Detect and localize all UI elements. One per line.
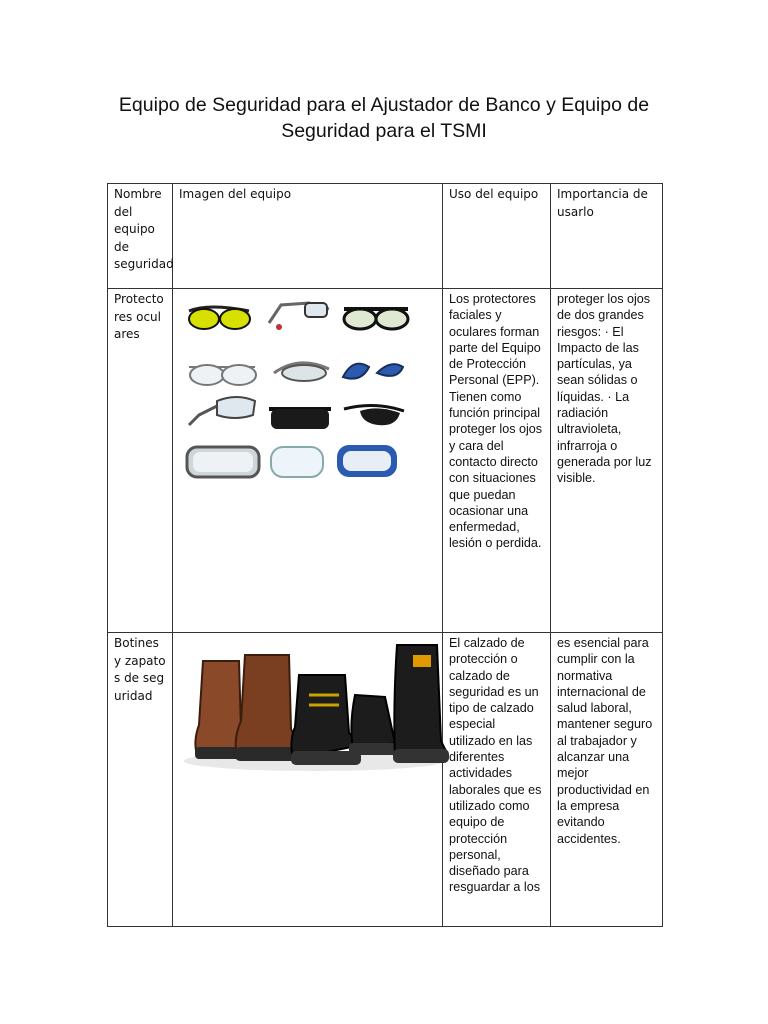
table-header-row [108,184,663,289]
header-use: Uso del equipo [443,184,551,289]
table-row [108,633,663,927]
header-importance: Importancia de usarlo [551,184,663,289]
row-importance: proteger los ojos de dos grandes riesgos: · El Impacto de las partículas, ya sean sólidas o líquidas. · La radiación ultravioleta, infrarroja o generada por luz visible. [551,289,663,633]
row-use: Los protectores faciales y oculares forman parte del Equipo de Protección Personal (EPP). Tienen como función principal proteger los ojos y cara del contacto directo con situaciones que puedan ocasionar una enfermedad, lesión o perdida. [443,289,551,633]
header-image: Imagen del equipo [173,184,443,289]
row-name: Protectores oculares [108,289,173,633]
header-name: Nombre del equipo de seguridad [108,184,173,289]
title-line-2: Seguridad para el TSMI [281,120,487,142]
safety-glasses-image [173,289,443,633]
safety-boots-image [173,633,443,927]
row-use: El calzado de protección o calzado de seguridad es un tipo de calzado especial utilizado en las diferentes actividades laborales que es utilizado como equipo de protección personal, diseñado para resguardar a los [443,633,551,927]
safety-equipment-table [107,183,663,927]
row-name: Botines y zapatos de seguridad [108,633,173,927]
row-importance: es esencial para cumplir con la normativa internacional de salud laboral, mantener seguro al trabajador y alcanzar una mejor productividad en la empresa evitando accidentes. [551,633,663,927]
title-line-1: Equipo de Seguridad para el Ajustador de Banco y Equipo de [118,94,650,116]
table-row [108,289,663,633]
document-title [0,92,768,144]
safety-glasses-icon [179,291,449,491]
safety-boots-icon [179,635,449,775]
